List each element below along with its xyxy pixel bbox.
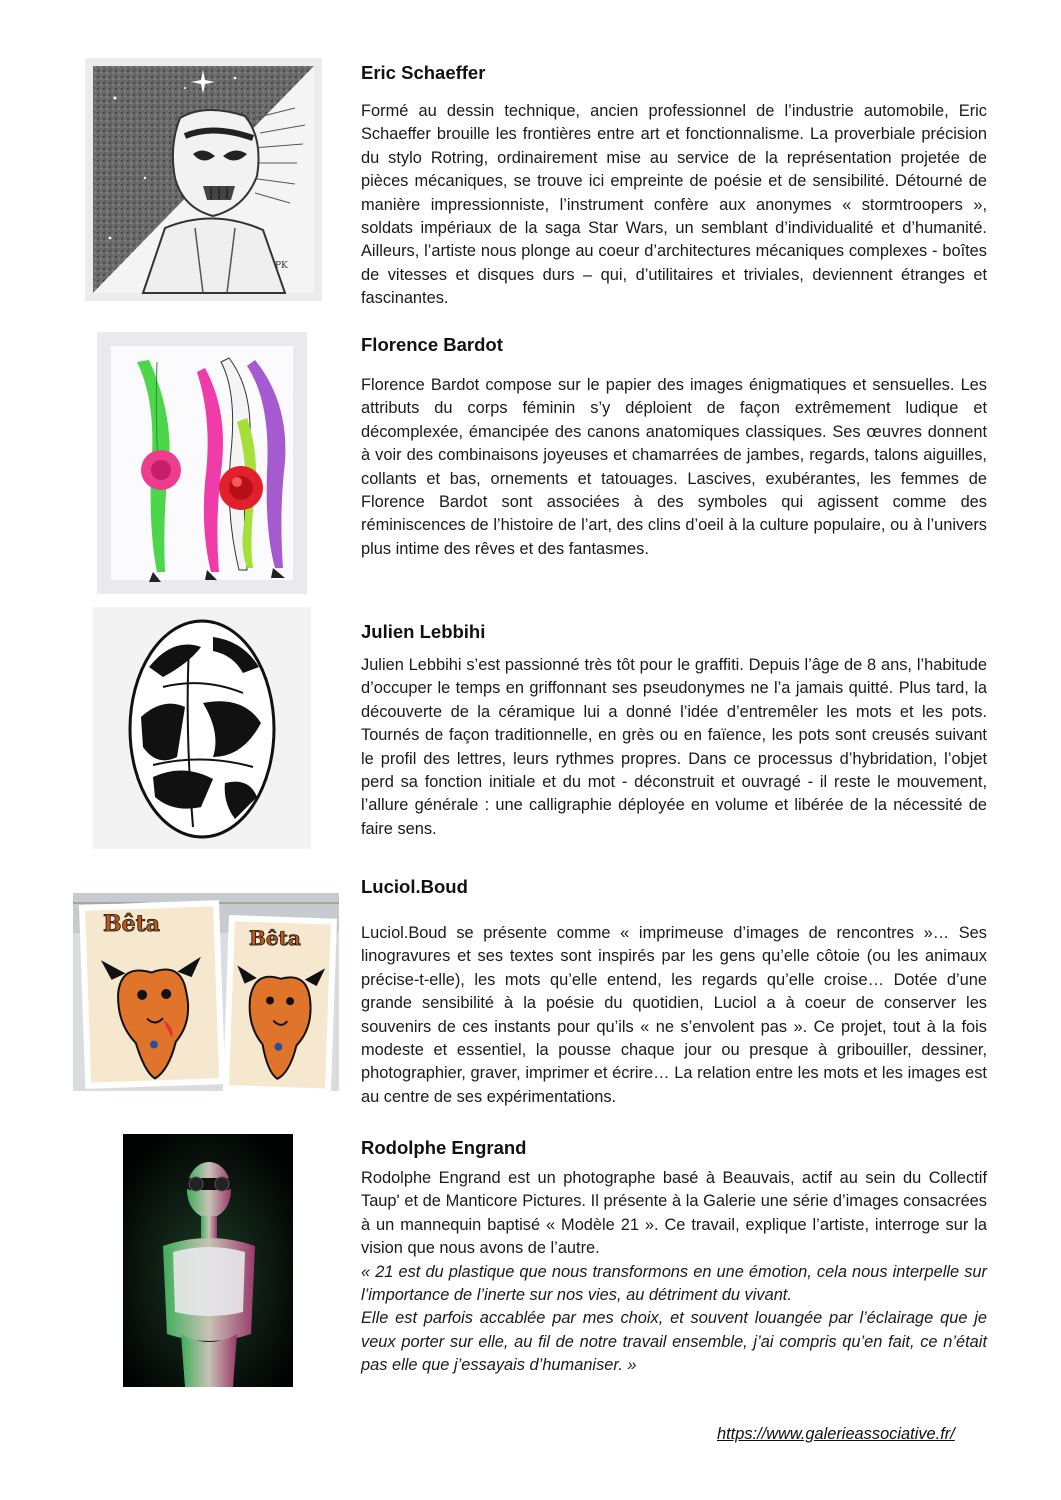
legs-illustration-image <box>97 332 307 594</box>
artist-bio: Luciol.Boud se présente comme « imprimeuse d’images de rencontres »… Ses linogravures et ses textes sont inspirés par les gens qu’elle côtoie (ou les animaux précise-t-elle), les mots qu’elle entend, les regards qu’elle croise… Dotée d’une grande sensibilité à la poésie du quotidien, Luciol a à coeur de conserver les souvenirs de ces instants pour qu’ils « ne s’envolent pas ». Ce projet, tout à la fois modeste et essentiel, la pousse chaque jour ou presque à gribouiller, dessiner, photographier, graver, imprimer et écrire… La relation entre les mots et les images est au centre de ses expérimentations. <box>361 924 987 1106</box>
artist-bio: Florence Bardot compose sur le papier des images énigmatiques et sensuelles. Les attributs du corps féminin s’y déploient de façon extrêmement ludique et décomplexée, émancipée des canons anatomiques classiques. Ses œuvres donnent à voir des combinaisons joyeuses et chamarrées de jambes, regards, talons aiguilles, collants et bas, ornements et tatouages. Lascives, exubérantes, les femmes de Florence Bardot sont associées à des symboles qui agissent comme des réminiscences de l’histoire de l’art, des clins d’oeil à la culture populaire, ou à l’univers plus intime des rêves et des fantasmes. <box>361 376 987 558</box>
artist-name: Eric Schaeffer <box>361 62 486 83</box>
artist-name: Florence Bardot <box>361 334 503 355</box>
artist-entry-eric-schaeffer <box>361 62 987 311</box>
artist-quote-part-1: « 21 est du plastique que nous transformons en une émotion, cela nous interpelle sur l’importance de l’inerte sur nos vies, au détriment du vivant. <box>361 1262 987 1305</box>
svg-text:PK: PK <box>275 261 288 271</box>
print-word-left: Bêta <box>103 911 161 937</box>
artist-name: Julien Lebbihi <box>361 621 486 642</box>
artist-bio: Julien Lebbihi s’est passionné très tôt pour le graffiti. Depuis l’âge de 8 ans, l’habitude d’occuper le temps en griffonnant ses pseudonymes ne l’a jamais quitté. Plus tard, la découverte de la céramique lui a donné l’idée d’entremêler les mots et les pots. Tournés de façon traditionnelle, en grès ou en faïence, les pots sont creusés suivant le profil des lettres, leurs rythmes propres. Dans ce processus d’hybridation, l’objet perd sa fonction initiale et du mot - déconstruit et ouvragé - il reste le mouvement, l’allure générale : une calligraphie déployée en volume et libérée de la nécessité de faire sens. <box>361 656 987 838</box>
artist-name: Luciol.Boud <box>361 876 468 897</box>
artist-entry-florence-bardot <box>361 334 987 561</box>
artist-entry-julien-lebbihi <box>361 621 987 841</box>
artist-entry-luciol-boud <box>361 876 987 1109</box>
artist-quote-part-2: Elle est parfois accablée par mes choix, et souvent louangée par l’éclairage que je veux porter sur elle, au fil de notre travail ensemble, j’ai compris qu’en fait, ce n’était pas elle que j’essayais d’humaniser. » <box>361 1309 987 1375</box>
stormtrooper-drawing-image <box>85 58 322 301</box>
print-word-right: Bêta <box>249 926 301 950</box>
artwork-stormtrooper-drawing <box>85 58 322 301</box>
artist-bio: Formé au dessin technique, ancien professionnel de l’industrie automobile, Eric Schaeffer brouille les frontières entre art et fonctionnalisme. La proverbiale précision du stylo Rotring, ordinairement mise au service de la représentation projetée de pièces mécaniques, se trouve ici empreinte de poésie et de sensibilité. Détourné de manière impressionniste, l’instrument confère aux anonymes « stormtroopers », soldats impériaux de la saga Star Wars, un semblant d’individualité et d’humanité. Ailleurs, l’artiste nous plonge au coeur d’architectures mécaniques complexes - boîtes de vitesses et disques durs – qui, d’utilitaires et triviales, deviennent étranges et fascinantes. <box>361 102 987 308</box>
graffiti-pot-image <box>93 607 311 849</box>
artwork-legs-illustration <box>97 332 307 594</box>
gallery-website-link[interactable]: https://www.galerieassociative.fr/ <box>717 1425 955 1443</box>
artwork-mannequin-photo <box>123 1134 293 1387</box>
mannequin-photo-image <box>123 1134 293 1387</box>
artwork-linocut-prints <box>73 893 339 1091</box>
linocut-prints-image <box>73 893 339 1091</box>
artwork-graffiti-pot <box>93 607 311 849</box>
artist-entry-rodolphe-engrand <box>361 1137 987 1378</box>
artist-name: Rodolphe Engrand <box>361 1137 527 1158</box>
artist-bio: Rodolphe Engrand est un photographe basé à Beauvais, actif au sein du Collectif Taup' et de Manticore Pictures. Il présente à la Galerie une série d’images consacrées à un mannequin baptisé « Modèle 21 ». Ce travail, explique l’artiste, interroge sur la vision que nous avons de l’autre. <box>361 1169 987 1258</box>
